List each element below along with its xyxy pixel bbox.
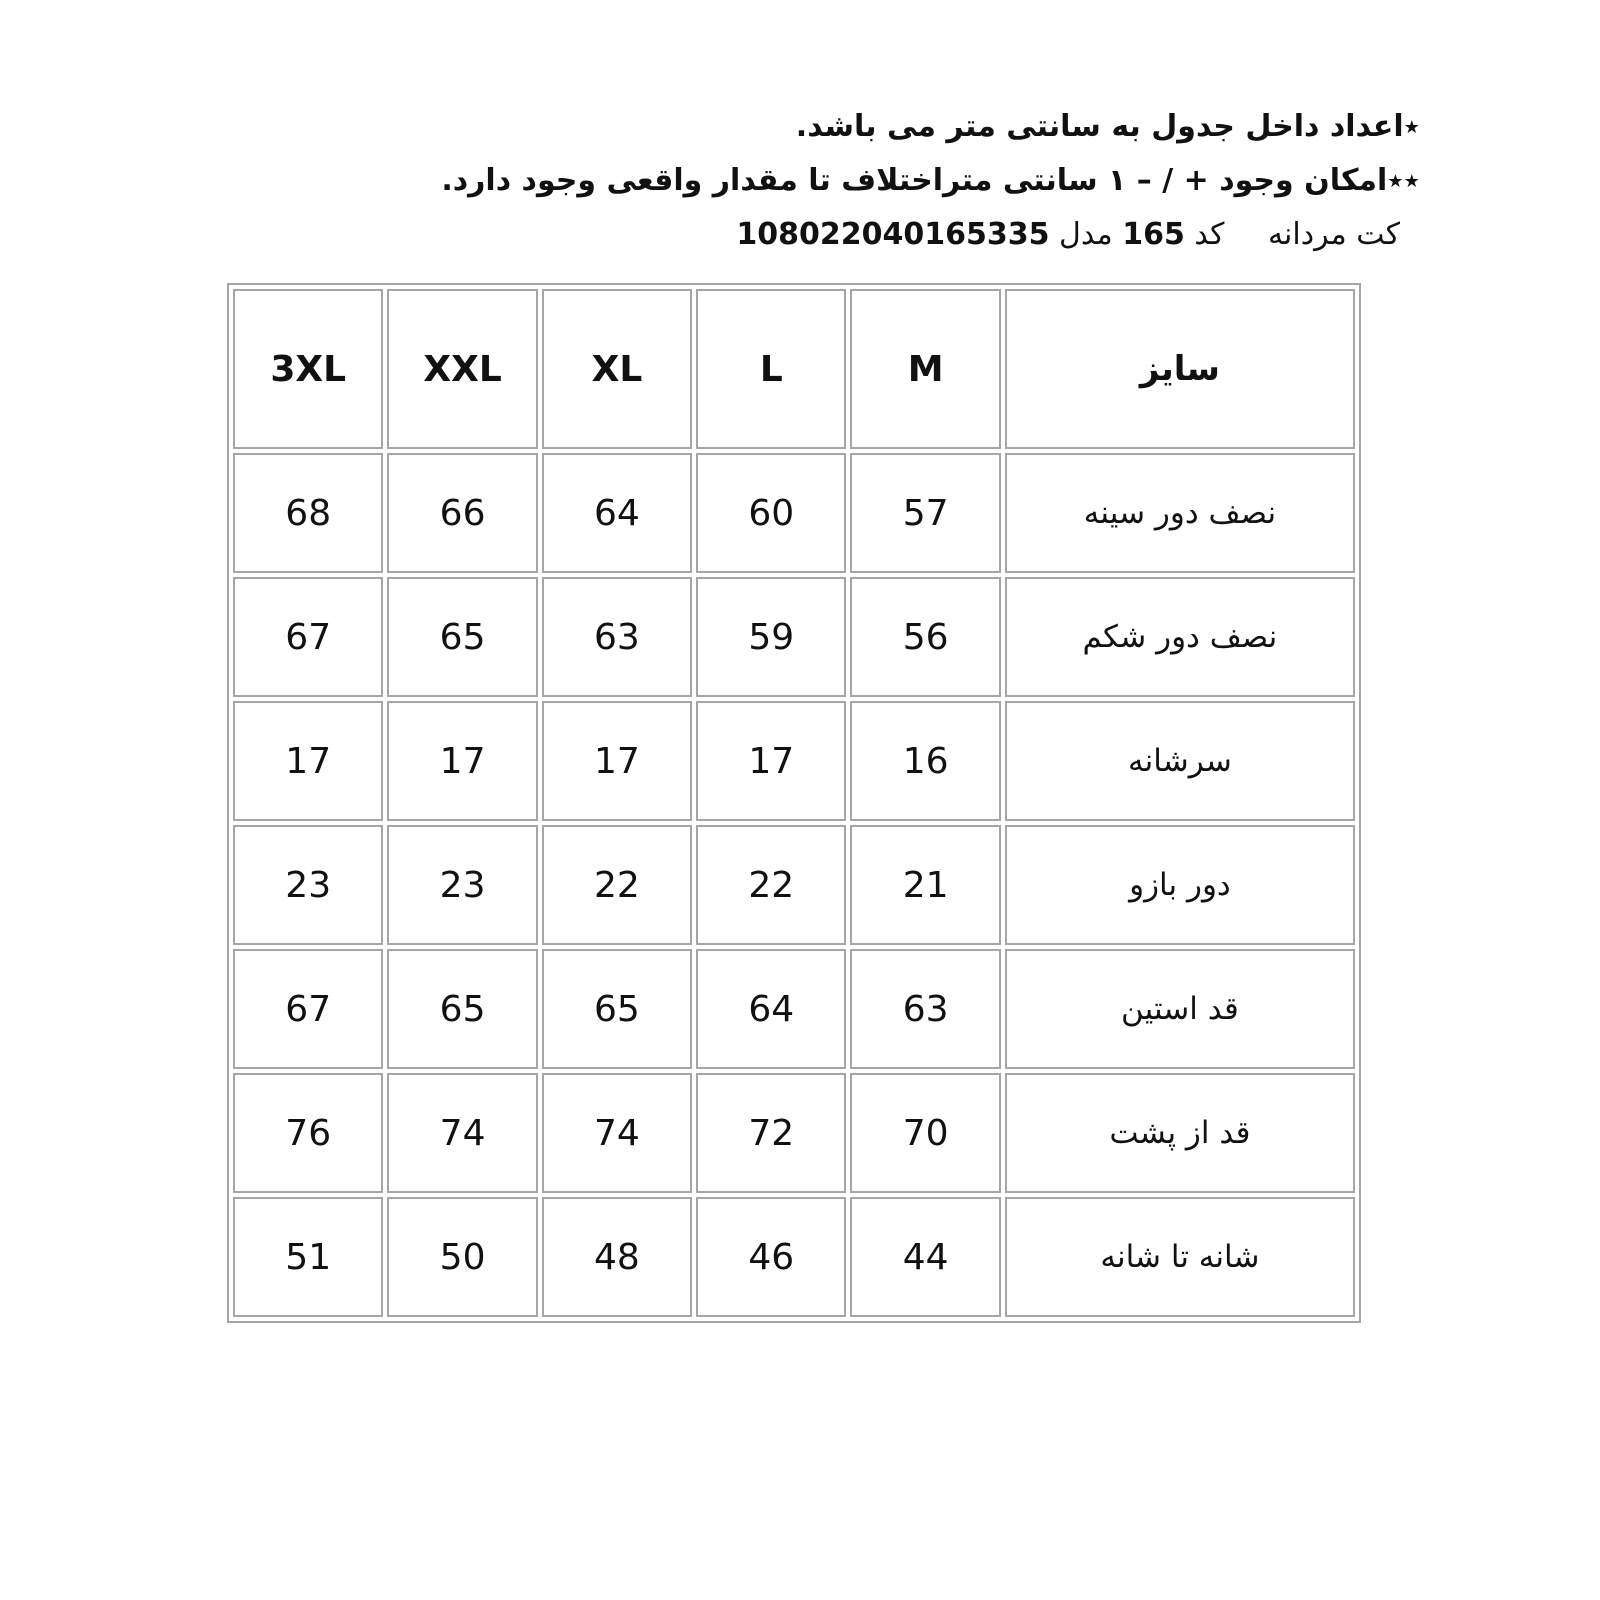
value-cell: 65 bbox=[387, 577, 537, 697]
column-header-l: L bbox=[696, 289, 846, 449]
size-table bbox=[227, 283, 1361, 1323]
table-row-arm-circumference bbox=[233, 825, 1355, 945]
table-header-row bbox=[233, 289, 1355, 449]
value-cell: 66 bbox=[387, 453, 537, 573]
table-row-shoulder-to-shoulder bbox=[233, 1197, 1355, 1317]
note-units: ٭اعداد داخل جدول به سانتی متر می باشد. bbox=[795, 109, 1420, 144]
product-name: کت مردانه bbox=[1267, 217, 1400, 252]
value-cell: 21 bbox=[850, 825, 1000, 945]
table-row-half-chest bbox=[233, 453, 1355, 573]
row-label: شانه تا شانه bbox=[1005, 1197, 1355, 1317]
value-cell: 56 bbox=[850, 577, 1000, 697]
value-cell: 65 bbox=[542, 949, 692, 1069]
column-header-m: M bbox=[850, 289, 1000, 449]
note-tolerance: ٭٭امکان وجود + / – ۱ سانتی متراختلاف تا مقدار واقعی وجود دارد. bbox=[441, 163, 1420, 198]
value-cell: 16 bbox=[850, 701, 1000, 821]
column-header-xxl: XXL bbox=[387, 289, 537, 449]
row-label: قد از پشت bbox=[1005, 1073, 1355, 1193]
table-row-back-length bbox=[233, 1073, 1355, 1193]
value-cell: 17 bbox=[696, 701, 846, 821]
value-cell: 59 bbox=[696, 577, 846, 697]
value-cell: 63 bbox=[542, 577, 692, 697]
row-label: نصف دور سینه bbox=[1005, 453, 1355, 573]
value-cell: 57 bbox=[850, 453, 1000, 573]
header-notes bbox=[441, 100, 1420, 262]
value-cell: 67 bbox=[233, 949, 383, 1069]
table-row-shoulder bbox=[233, 701, 1355, 821]
product-info-line bbox=[441, 208, 1420, 262]
value-cell: 74 bbox=[542, 1073, 692, 1193]
row-label: سرشانه bbox=[1005, 701, 1355, 821]
product-model: 108022040165335 bbox=[736, 217, 1050, 252]
value-cell: 44 bbox=[850, 1197, 1000, 1317]
value-cell: 70 bbox=[850, 1073, 1000, 1193]
table-row-half-belly bbox=[233, 577, 1355, 697]
value-cell: 74 bbox=[387, 1073, 537, 1193]
value-cell: 22 bbox=[696, 825, 846, 945]
value-cell: 50 bbox=[387, 1197, 537, 1317]
row-label: قد استین bbox=[1005, 949, 1355, 1069]
product-code-label: کد bbox=[1194, 217, 1225, 252]
value-cell: 23 bbox=[387, 825, 537, 945]
value-cell: 65 bbox=[387, 949, 537, 1069]
value-cell: 63 bbox=[850, 949, 1000, 1069]
value-cell: 48 bbox=[542, 1197, 692, 1317]
row-label: نصف دور شکم bbox=[1005, 577, 1355, 697]
value-cell: 17 bbox=[542, 701, 692, 821]
product-code: 165 bbox=[1122, 217, 1185, 252]
value-cell: 17 bbox=[233, 701, 383, 821]
product-model-label: مدل bbox=[1059, 217, 1113, 252]
value-cell: 68 bbox=[233, 453, 383, 573]
value-cell: 72 bbox=[696, 1073, 846, 1193]
value-cell: 67 bbox=[233, 577, 383, 697]
value-cell: 22 bbox=[542, 825, 692, 945]
column-header-xl: XL bbox=[542, 289, 692, 449]
value-cell: 51 bbox=[233, 1197, 383, 1317]
row-label: دور بازو bbox=[1005, 825, 1355, 945]
value-cell: 64 bbox=[696, 949, 846, 1069]
column-header-size: سایز bbox=[1005, 289, 1355, 449]
value-cell: 76 bbox=[233, 1073, 383, 1193]
value-cell: 46 bbox=[696, 1197, 846, 1317]
value-cell: 60 bbox=[696, 453, 846, 573]
table-row-sleeve-length bbox=[233, 949, 1355, 1069]
value-cell: 17 bbox=[387, 701, 537, 821]
column-header-3xl: 3XL bbox=[233, 289, 383, 449]
value-cell: 23 bbox=[233, 825, 383, 945]
value-cell: 64 bbox=[542, 453, 692, 573]
